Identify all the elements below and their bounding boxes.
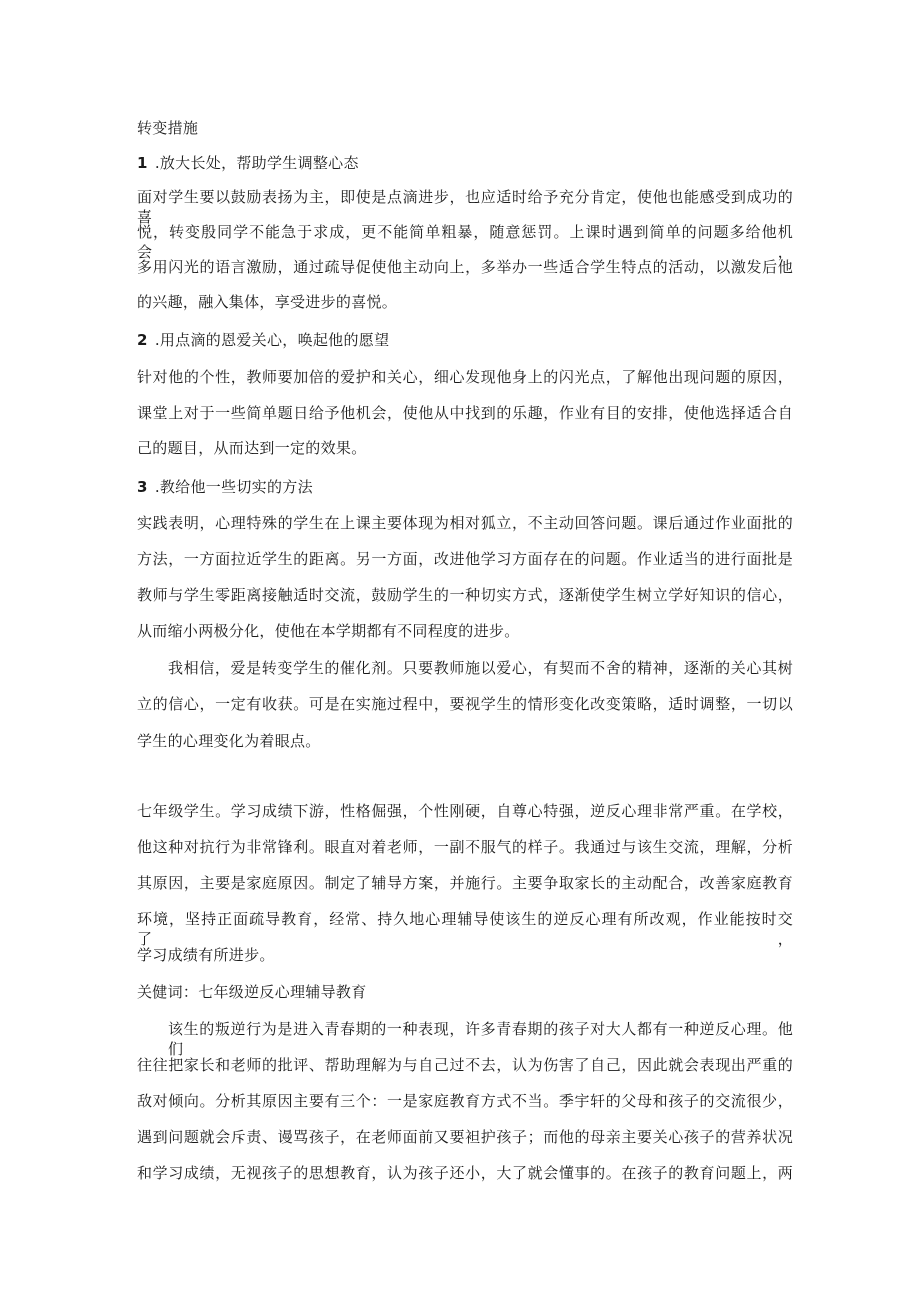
heading-2 xyxy=(137,330,389,350)
paragraph-6-line-1: 该生的叛逆行为是进入青春期的一种表现，许多青春期的孩子对大人都有一种逆反心理。他们 xyxy=(168,1020,793,1058)
paragraph-1-line-4: 的兴趣，融入集体，享受进步的喜悦。 xyxy=(137,293,398,311)
keywords: 关健词：七年级逆反心理辅导教育 xyxy=(137,983,367,1001)
paragraph-4-line-3: 学生的心理变化为着眼点。 xyxy=(137,732,321,750)
paragraph-1-line-1: 面对学生要以鼓励表扬为主，即使是点滴进步，也应适时给予充分肯定，使他也能感受到成功的喜 xyxy=(137,188,793,226)
paragraph-6-line-4: 遇到问题就会斥责、谩骂孩子，在老师面前又要袒护孩子；而他的母亲主要关心孩子的营养状况 xyxy=(137,1128,793,1146)
heading-1-number: 1 xyxy=(137,154,148,172)
paragraph-3-line-4: 从而缩小两极分化，使他在本学期都有不同程度的进步。 xyxy=(137,622,520,640)
paragraph-2-line-3: 己的题目，从而达到一定的效果。 xyxy=(137,439,367,457)
paragraph-1-line-2: 悦，转变殷同学不能急于求成，更不能简单粗暴，随意惩罚。上课时遇到简单的问题多给他机会， xyxy=(137,223,793,261)
paragraph-6-line-5: 和学习成绩，无视孩子的思想教育，认为孩子还小，大了就会懂事的。在孩子的教育问题上，两 xyxy=(137,1164,793,1182)
heading-3 xyxy=(137,477,313,497)
paragraph-5-line-3: 其原因，主要是家庭原因。制定了辅导方案，并施行。主要争取家长的主动配合，改善家庭教育 xyxy=(137,874,793,892)
section-title: 转变措施 xyxy=(137,119,199,137)
heading-3-number: 3 xyxy=(137,478,148,496)
paragraph-1-line-3: 多用闪光的语言激励，通过疏导促使他主动向上，多举办一些适合学生特点的活动，以激发后他 xyxy=(137,258,793,276)
paragraph-5-line-4: 环境，坚持正面疏导教育，经常、持久地心理辅导使该生的逆反心理有所改观，作业能按时交了， xyxy=(137,910,793,948)
heading-2-number: 2 xyxy=(137,331,148,349)
heading-2-text: .用点滴的恩爱关心，唤起他的愿望 xyxy=(149,331,390,349)
heading-1-text: .放大长处，帮助学生调整心态 xyxy=(149,154,359,172)
heading-1 xyxy=(137,153,359,173)
paragraph-5-line-2: 他这种对抗行为非常锋利。眼直对着老师，一副不服气的样子。我通过与该生交流，理解，分析 xyxy=(137,838,793,856)
paragraph-2-line-1: 针对他的个性，教师要加倍的爱护和关心，细心发现他身上的闪光点，了解他出现问题的原因， xyxy=(137,368,793,386)
heading-3-text: .教给他一些切实的方法 xyxy=(149,478,313,496)
paragraph-6-line-2: 往往把家长和老师的批评、帮助理解为与自己过不去，认为伤害了自己，因此就会表现出严重的 xyxy=(137,1056,793,1074)
paragraph-4-line-2: 立的信心，一定有收获。可是在实施过程中，要视学生的情形变化改变策略，适时调整，一切以 xyxy=(137,695,793,713)
paragraph-6-line-3: 敌对倾向。分析其原因主要有三个：一是家庭教育方式不当。季宇轩的父母和孩子的交流很少， xyxy=(137,1092,793,1110)
paragraph-4-line-1: 我相信，爱是转变学生的催化剂。只要教师施以爱心，有契而不舍的精神，逐渐的关心其树 xyxy=(168,659,793,677)
paragraph-3-line-2: 方法，一方面拉近学生的距离。另一方面，改进他学习方面存在的问题。作业适当的进行面批是 xyxy=(137,550,793,568)
paragraph-3-line-1: 实践表明，心理特殊的学生在上课主要体现为相对狐立，不主动回答问题。课后通过作业面批的 xyxy=(137,514,793,532)
paragraph-5-line-1: 七年级学生。学习成绩下游，性格倔强，个性刚硬，自尊心特强，逆反心理非常严重。在学校， xyxy=(137,802,793,820)
paragraph-3-line-3: 教师与学生零距离接触适时交流，鼓励学生的一种切实方式，逐渐使学生树立学好知识的信心， xyxy=(137,586,793,604)
paragraph-2-line-2: 课堂上对于一些简单题日给予他机会，使他从中找到的乐趣，作业有目的安排，使他选择适合自 xyxy=(137,404,793,422)
paragraph-5-line-5: 学习成绩有所进步。 xyxy=(137,946,275,964)
